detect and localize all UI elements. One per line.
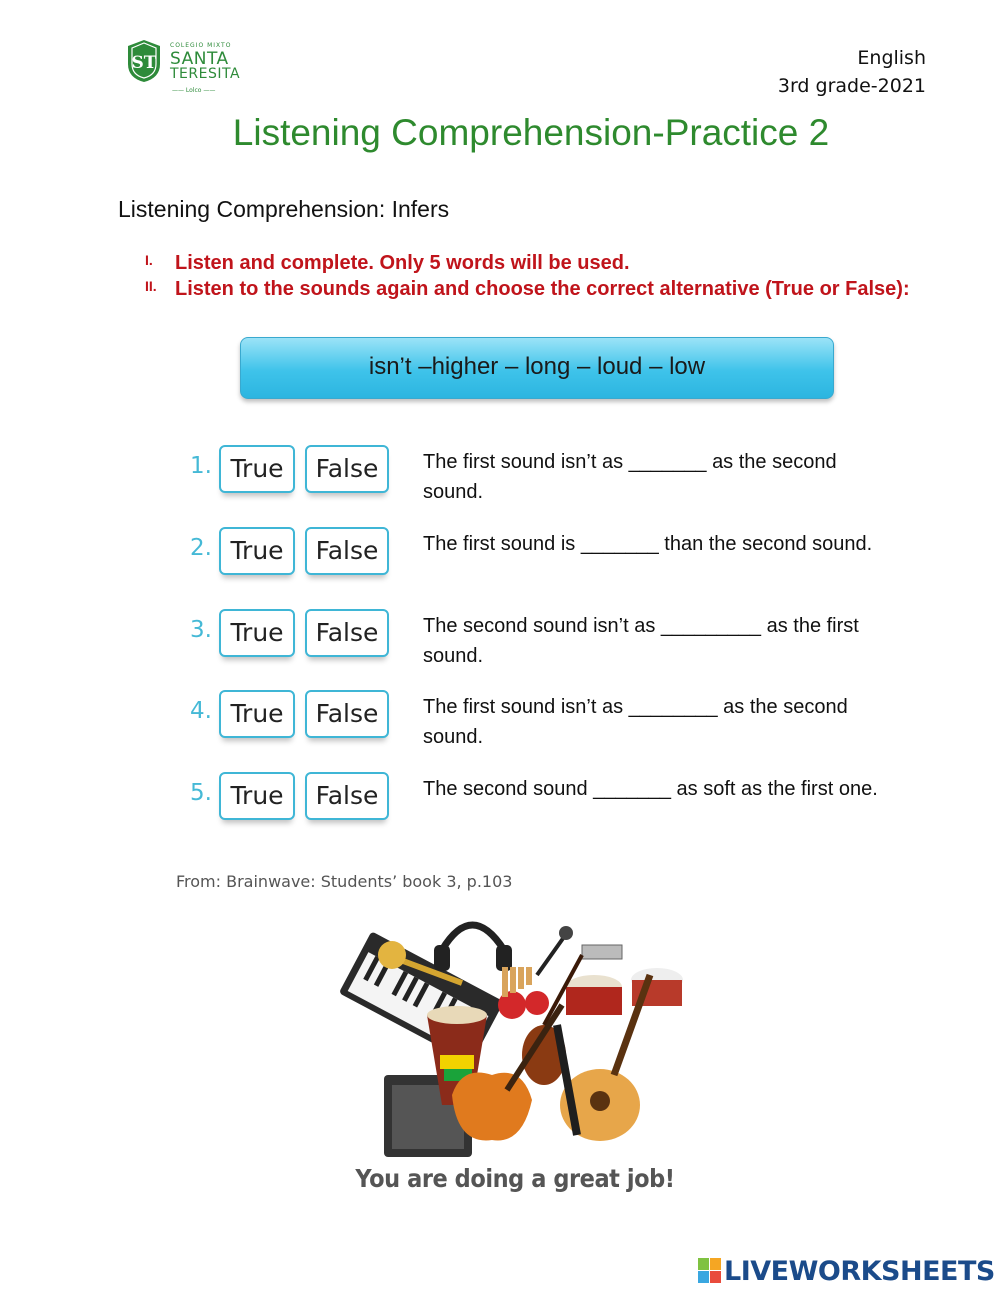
true-button[interactable]: True [219, 527, 295, 575]
question-text: The first sound is _______ than the second sound. [423, 533, 873, 555]
question-number: 1. [190, 453, 212, 479]
instruction-text: Listen and complete. Only 5 words will be used. [175, 252, 630, 274]
question-number: 2. [190, 535, 212, 561]
question-row-4 [0, 690, 1000, 750]
question-number: 3. [190, 617, 212, 643]
false-button[interactable]: False [305, 772, 389, 820]
school-crest-icon [122, 38, 166, 84]
section-subtitle: Listening Comprehension: Infers [118, 196, 450, 222]
liveworksheets-badge-icon [698, 1258, 722, 1284]
school-logo [122, 38, 242, 100]
question-row-5 [0, 772, 1000, 832]
logo-name-line2: TERESITA [170, 66, 241, 82]
false-button[interactable]: False [305, 690, 389, 738]
course-info [778, 44, 926, 100]
question-text: The first sound isn’t as ________ as the second sound. [423, 696, 848, 748]
instruction-1 [145, 250, 915, 276]
instruction-number: II. [145, 278, 157, 294]
source-citation: From: Brainwave: Students’ book 3, p.103 [176, 872, 513, 891]
question-text: The first sound isn’t as _______ as the second sound. [423, 451, 837, 503]
question-row-2 [0, 527, 1000, 587]
false-button[interactable]: False [305, 445, 389, 493]
logo-name-line1: SANTA [170, 49, 229, 69]
subject-label: English [857, 47, 926, 69]
instruments-collage-icon [332, 905, 694, 1163]
question-number: 4. [190, 698, 212, 724]
grade-label: 3rd grade-2021 [777, 75, 926, 97]
logo-school-type: COLEGIO MIXTO [170, 42, 232, 49]
false-button[interactable]: False [305, 527, 389, 575]
true-button[interactable]: True [219, 772, 295, 820]
instruments-image [332, 905, 694, 1163]
true-button[interactable]: True [219, 690, 295, 738]
instruction-2 [145, 276, 915, 302]
question-text: The second sound _______ as soft as the first one. [423, 778, 878, 800]
brand-name: LIVEWORKSHEETS [724, 1256, 995, 1287]
question-row-3 [0, 609, 1000, 669]
true-button[interactable]: True [219, 445, 295, 493]
encouragement-text: You are doing a great job! [355, 1164, 675, 1193]
page-title: Listening Comprehension-Practice 2 [232, 112, 830, 153]
instruction-text: Listen to the sounds again and choose the correct alternative (True or False): [175, 278, 910, 300]
svg-text:ST: ST [131, 53, 157, 73]
word-bank: isn’t –higher – long – loud – low [240, 337, 834, 399]
logo-location: —— Lolco —— [172, 87, 216, 94]
false-button[interactable]: False [305, 609, 389, 657]
instruction-number: I. [145, 252, 153, 268]
question-text: The second sound isn’t as _________ as the first sound. [423, 615, 859, 667]
question-row-1 [0, 445, 1000, 505]
liveworksheets-logo [698, 1256, 994, 1286]
true-button[interactable]: True [219, 609, 295, 657]
question-number: 5. [190, 780, 212, 806]
